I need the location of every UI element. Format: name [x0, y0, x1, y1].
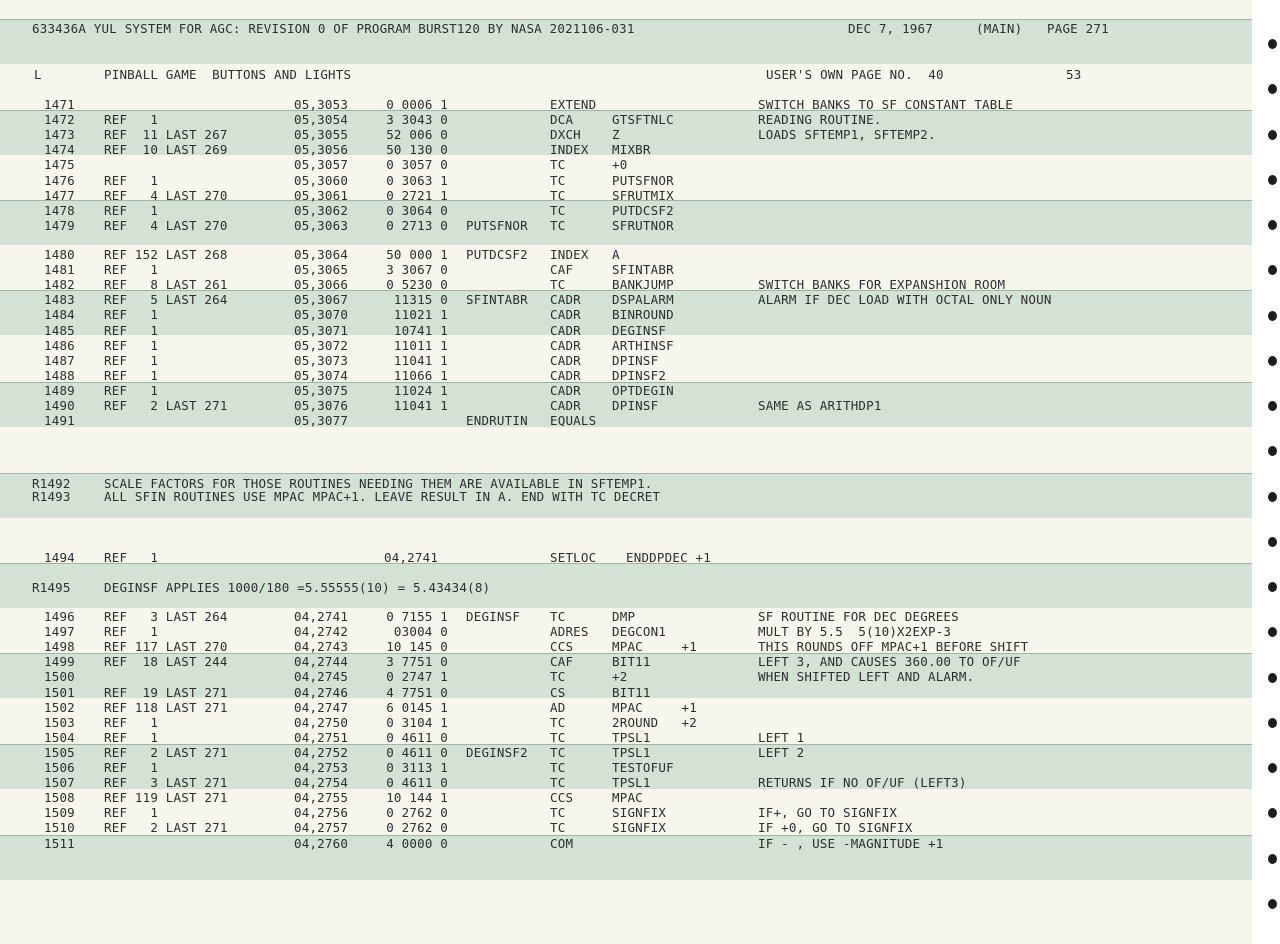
line-number: 1499	[44, 654, 75, 670]
line-operand: +2	[612, 669, 628, 685]
feed-hole	[1268, 627, 1277, 637]
line-comment: LEFT 1	[758, 729, 805, 745]
line-ref: REF 1	[104, 382, 159, 398]
line-address: 05,3055	[294, 127, 349, 143]
tractor-feed-margin	[1252, 0, 1280, 944]
line-word: 0 3063 1	[386, 172, 448, 188]
line-address: 05,3074	[294, 367, 349, 383]
line-operand: MIXBR	[612, 142, 651, 158]
line-number: 1510	[44, 820, 75, 836]
line-address: 05,3060	[294, 172, 349, 188]
line-word: 0 2721 1	[386, 187, 448, 203]
line-address: 04,2751	[294, 729, 349, 745]
section-title: PINBALL GAME BUTTONS AND LIGHTS	[104, 67, 352, 82]
line-operand: DPINSF	[612, 352, 659, 368]
line-word: 50 000 1	[386, 247, 448, 262]
feed-hole	[1268, 356, 1277, 366]
feed-hole	[1268, 582, 1277, 592]
line-opcode: INDEX	[550, 142, 589, 158]
line-opcode: EQUALS	[550, 413, 597, 429]
line-opcode: CADR	[550, 352, 581, 368]
line-ref: REF 1	[104, 805, 159, 821]
line-operand: TPSL1	[612, 775, 651, 791]
line-opcode: DCA	[550, 112, 574, 128]
line-number: 1484	[44, 307, 75, 323]
page-code: 53	[1066, 67, 1082, 82]
line-word: 50 130 0	[386, 142, 448, 158]
line-operand: DEGCON1	[612, 624, 667, 640]
line-address: 05,3065	[294, 262, 349, 278]
line-ref: REF 1	[104, 367, 159, 383]
line-number: 1475	[44, 157, 75, 173]
feed-hole	[1268, 673, 1277, 683]
line-word: 11041 1	[393, 352, 448, 368]
line-label: SFINTABR	[466, 292, 528, 308]
line-operand: PUTSFNOR	[612, 172, 674, 188]
line-word: 0 4611 0	[386, 729, 448, 745]
line-comment: IF - , USE -MAGNITUDE +1	[758, 835, 944, 851]
line-ref: REF 3 LAST 264	[104, 609, 228, 624]
line-operand: PUTDCSF2	[612, 202, 674, 218]
feed-hole	[1268, 130, 1277, 140]
line-number: 1508	[44, 790, 75, 806]
line-ref: REF 1	[104, 112, 159, 128]
line-word: 11021 1	[393, 307, 448, 323]
line-operand: DSPALARM	[612, 292, 674, 308]
line-operand: DMP	[612, 609, 636, 624]
line-comment: IF +0, GO TO SIGNFIX	[758, 820, 913, 836]
line-operand: DPINSF	[612, 398, 659, 413]
line-operand: BINROUND	[612, 307, 674, 323]
line-ref: REF 2 LAST 271	[104, 398, 228, 413]
line-number: 1482	[44, 277, 75, 293]
line-opcode: TC	[550, 744, 566, 760]
line-opcode: TC	[550, 172, 566, 188]
line-operand: DEGINSF	[612, 322, 667, 338]
subheader-left: L	[34, 67, 42, 82]
line-opcode: TC	[550, 714, 566, 730]
feed-hole	[1268, 763, 1277, 773]
line-number: 1491	[44, 413, 75, 429]
line-ref: REF 11 LAST 267	[104, 127, 228, 143]
line-opcode: INDEX	[550, 247, 589, 262]
line-ref: REF 19 LAST 271	[104, 684, 228, 700]
line-operand: Z	[612, 127, 620, 143]
line-ref: REF 152 LAST 268	[104, 247, 228, 262]
line-opcode: CADR	[550, 337, 581, 353]
remark-text: DEGINSF APPLIES 1000/180 =5.55555(10) = 5.43434(8)	[104, 580, 491, 595]
line-opcode: CADR	[550, 398, 581, 413]
line-address: 05,3077	[294, 413, 349, 429]
line-word: 10741 1	[393, 322, 448, 338]
remark-number: R1492	[32, 476, 71, 491]
line-opcode: CCS	[550, 639, 574, 655]
line-address: 05,3073	[294, 352, 349, 368]
line-opcode: COM	[550, 835, 574, 851]
line-number: 1485	[44, 322, 75, 338]
line-number: 1483	[44, 292, 75, 308]
line-operand: +0	[612, 157, 628, 173]
line-number: 1498	[44, 639, 75, 655]
line-opcode: CS	[550, 684, 566, 700]
line-comment: SAME AS ARITHDP1	[758, 398, 882, 413]
line-word: 3 3067 0	[386, 262, 448, 278]
line-comment: ALARM IF DEC LOAD WITH OCTAL ONLY NOUN	[758, 292, 1052, 308]
line-word: 4 0000 0	[386, 835, 448, 851]
line-label: DEGINSF	[466, 609, 521, 624]
line-number: 1478	[44, 202, 75, 218]
line-comment: THIS ROUNDS OFF MPAC+1 BEFORE SHIFT	[758, 639, 1029, 655]
line-word: 0 3113 1	[386, 760, 448, 775]
line-address: 04,2750	[294, 714, 349, 730]
line-label: PUTSFNOR	[466, 217, 528, 233]
line-number: 1487	[44, 352, 75, 368]
line-number: 1502	[44, 699, 75, 715]
line-address: 04,2753	[294, 760, 349, 775]
line-opcode: TC	[550, 157, 566, 173]
line-comment: RETURNS IF NO OF/UF (LEFT3)	[758, 775, 967, 791]
line-address: 04,2741	[384, 550, 439, 565]
line-word: 11315 0	[393, 292, 448, 308]
line-opcode: TC	[550, 217, 566, 233]
line-operand: SFINTABR	[612, 262, 674, 278]
feed-hole	[1268, 808, 1277, 818]
line-ref: REF 118 LAST 271	[104, 699, 228, 715]
line-word: 52 006 0	[386, 127, 448, 143]
line-word: 0 2747 1	[386, 669, 448, 685]
line-number: 1479	[44, 217, 75, 233]
line-ref: REF 1	[104, 624, 159, 640]
line-comment: SWITCH BANKS TO SF CONSTANT TABLE	[758, 97, 1013, 112]
line-number: 1511	[44, 835, 75, 851]
line-word: 0 3057 0	[386, 157, 448, 173]
line-comment: WHEN SHIFTED LEFT AND ALARM.	[758, 669, 975, 685]
listing-title: 633436A YUL SYSTEM FOR AGC: REVISION 0 OF PROGRAM BURST120 BY NASA 2021106-031	[32, 21, 635, 36]
line-address: 05,3070	[294, 307, 349, 323]
line-comment: IF+, GO TO SIGNFIX	[758, 805, 898, 821]
line-ref: REF 5 LAST 264	[104, 292, 228, 308]
line-address: 05,3062	[294, 202, 349, 218]
line-ref: REF 1	[104, 714, 159, 730]
line-ref: REF 1	[104, 352, 159, 368]
line-opcode: CCS	[550, 790, 574, 806]
line-word: 11024 1	[393, 382, 448, 398]
line-operand: 2ROUND +2	[612, 714, 697, 730]
listing-date: DEC 7, 1967	[848, 21, 933, 36]
line-opcode: AD	[550, 699, 566, 715]
line-operand: SIGNFIX	[612, 820, 667, 836]
line-ref: REF 1	[104, 337, 159, 353]
line-word: 10 145 0	[386, 639, 448, 655]
line-ref: REF 3 LAST 271	[104, 775, 228, 791]
line-number: 1488	[44, 367, 75, 383]
line-operand: SFRUTNOR	[612, 217, 674, 233]
feed-hole	[1268, 265, 1277, 275]
line-ref: REF 4 LAST 270	[104, 217, 228, 233]
line-ref: REF 1	[104, 322, 159, 338]
line-number: 1473	[44, 127, 75, 143]
line-number: 1476	[44, 172, 75, 188]
line-address: 05,3061	[294, 187, 349, 203]
line-operand: OPTDEGIN	[612, 382, 674, 398]
line-ref: REF 1	[104, 202, 159, 218]
line-operand: A	[612, 247, 620, 262]
line-address: 05,3071	[294, 322, 349, 338]
line-address: 04,2745	[294, 669, 349, 685]
line-opcode: CADR	[550, 382, 581, 398]
line-ref: REF 1	[104, 262, 159, 278]
line-number: 1497	[44, 624, 75, 640]
line-word: 0 7155 1	[386, 609, 448, 624]
line-address: 04,2744	[294, 654, 349, 670]
line-operand: MPAC +1	[612, 699, 697, 715]
line-number: 1496	[44, 609, 75, 624]
line-label: DEGINSF2	[466, 744, 528, 760]
line-opcode: CADR	[550, 367, 581, 383]
paper-band	[0, 835, 1252, 880]
line-word: 0 4611 0	[386, 775, 448, 791]
line-number: 1471	[44, 97, 75, 112]
line-address: 05,3056	[294, 142, 349, 158]
line-number: 1472	[44, 112, 75, 128]
feed-hole	[1268, 492, 1277, 502]
line-operand: SFRUTMIX	[612, 187, 674, 203]
line-operand: TPSL1	[612, 744, 651, 760]
line-number: 1509	[44, 805, 75, 821]
line-word: 0 4611 0	[386, 744, 448, 760]
line-operand: DPINSF2	[612, 367, 667, 383]
line-address: 05,3076	[294, 398, 349, 413]
line-word: 6 0145 1	[386, 699, 448, 715]
line-address: 05,3075	[294, 382, 349, 398]
line-operand: ENDDPDEC +1	[626, 550, 711, 565]
line-word: 4 7751 0	[386, 684, 448, 700]
remark-text: SCALE FACTORS FOR THOSE ROUTINES NEEDING THEM ARE AVAILABLE IN SFTEMP1.	[104, 476, 653, 491]
line-word: 0 2762 0	[386, 820, 448, 836]
line-address: 05,3063	[294, 217, 349, 233]
line-word: 0 3104 1	[386, 714, 448, 730]
line-opcode: TC	[550, 775, 566, 791]
line-word: 11066 1	[393, 367, 448, 383]
line-number: 1480	[44, 247, 75, 262]
line-opcode: TC	[550, 760, 566, 775]
line-ref: REF 119 LAST 271	[104, 790, 228, 806]
line-address: 04,2760	[294, 835, 349, 851]
line-address: 04,2746	[294, 684, 349, 700]
line-number: 1490	[44, 398, 75, 413]
line-address: 04,2743	[294, 639, 349, 655]
line-address: 05,3072	[294, 337, 349, 353]
line-operand: BIT11	[612, 684, 651, 700]
line-address: 04,2742	[294, 624, 349, 640]
line-address: 04,2757	[294, 820, 349, 836]
line-word: 3 7751 0	[386, 654, 448, 670]
feed-hole	[1268, 401, 1277, 411]
line-ref: REF 2 LAST 271	[104, 744, 228, 760]
line-opcode: TC	[550, 187, 566, 203]
line-opcode: TC	[550, 805, 566, 821]
users-page: USER'S OWN PAGE NO. 40	[766, 67, 944, 82]
line-ref: REF 4 LAST 270	[104, 187, 228, 203]
line-ref: REF 1	[104, 760, 159, 775]
feed-hole	[1268, 537, 1277, 547]
line-word: 11011 1	[393, 337, 448, 353]
line-address: 05,3066	[294, 277, 349, 293]
line-comment: LEFT 3, AND CAUSES 360.00 TO OF/UF	[758, 654, 1021, 670]
line-number: 1486	[44, 337, 75, 353]
line-number: 1494	[44, 550, 75, 565]
line-word: 10 144 1	[386, 790, 448, 806]
line-ref: REF 117 LAST 270	[104, 639, 228, 655]
line-number: 1481	[44, 262, 75, 278]
feed-hole	[1268, 311, 1277, 321]
line-operand: TESTOFUF	[612, 760, 674, 775]
line-comment: SWITCH BANKS FOR EXPANSHION ROOM	[758, 277, 1006, 293]
line-word: 11041 1	[393, 398, 448, 413]
line-address: 04,2741	[294, 609, 349, 624]
line-operand: TPSL1	[612, 729, 651, 745]
line-address: 04,2754	[294, 775, 349, 791]
line-opcode: TC	[550, 820, 566, 836]
line-comment: SF ROUTINE FOR DEC DEGREES	[758, 609, 959, 624]
line-address: 04,2747	[294, 699, 349, 715]
line-operand: SIGNFIX	[612, 805, 667, 821]
line-opcode: TC	[550, 609, 566, 624]
line-word: 0 5230 0	[386, 277, 448, 293]
line-address: 05,3054	[294, 112, 349, 128]
line-address: 04,2756	[294, 805, 349, 821]
line-ref: REF 1	[104, 307, 159, 323]
line-number: 1500	[44, 669, 75, 685]
line-word: 0 0006 1	[386, 97, 448, 112]
feed-hole	[1268, 39, 1277, 49]
line-number: 1507	[44, 775, 75, 791]
line-number: 1505	[44, 744, 75, 760]
remark-text: ALL SFIN ROUTINES USE MPAC MPAC+1. LEAVE RESULT IN A. END WITH TC DECRET	[104, 489, 661, 504]
line-opcode: CADR	[550, 292, 581, 308]
line-opcode: DXCH	[550, 127, 581, 143]
line-comment: READING ROUTINE.	[758, 112, 882, 128]
listing-main: (MAIN)	[976, 21, 1023, 36]
line-ref: REF 1	[104, 729, 159, 745]
line-number: 1489	[44, 382, 75, 398]
line-number: 1503	[44, 714, 75, 730]
line-word: 3 3043 0	[386, 112, 448, 128]
line-opcode: CADR	[550, 307, 581, 323]
remark-number: R1495	[32, 580, 71, 595]
feed-hole	[1268, 854, 1277, 864]
line-word: 0 3064 0	[386, 202, 448, 218]
line-word: 03004 0	[393, 624, 448, 640]
line-number: 1501	[44, 684, 75, 700]
line-operand: BANKJUMP	[612, 277, 674, 293]
page-number: PAGE 271	[1047, 21, 1109, 36]
feed-hole	[1268, 899, 1277, 909]
line-number: 1474	[44, 142, 75, 158]
line-opcode: CAF	[550, 654, 574, 670]
line-address: 05,3057	[294, 157, 349, 173]
line-ref: REF 1	[104, 172, 159, 188]
line-operand: MPAC +1	[612, 639, 697, 655]
line-comment: LEFT 2	[758, 744, 805, 760]
line-comment: MULT BY 5.5 5(10)X2EXP-3	[758, 624, 952, 640]
line-number: 1506	[44, 760, 75, 775]
line-operand: ARTHINSF	[612, 337, 674, 353]
line-number: 1477	[44, 187, 75, 203]
line-word: 0 2762 0	[386, 805, 448, 821]
line-comment: LOADS SFTEMP1, SFTEMP2.	[758, 127, 936, 143]
line-label: PUTDCSF2	[466, 247, 528, 262]
line-ref: REF 1	[104, 550, 159, 565]
line-ref: REF 10 LAST 269	[104, 142, 228, 158]
feed-hole	[1268, 84, 1277, 94]
line-opcode: TC	[550, 202, 566, 218]
feed-hole	[1268, 220, 1277, 230]
feed-hole	[1268, 718, 1277, 728]
line-opcode: SETLOC	[550, 550, 597, 565]
feed-hole	[1268, 175, 1277, 185]
line-address: 05,3067	[294, 292, 349, 308]
line-opcode: ADRES	[550, 624, 589, 640]
line-opcode: CADR	[550, 322, 581, 338]
line-word: 0 2713 0	[386, 217, 448, 233]
line-opcode: TC	[550, 669, 566, 685]
line-ref: REF 2 LAST 271	[104, 820, 228, 836]
line-address: 05,3064	[294, 247, 349, 262]
line-address: 05,3053	[294, 97, 349, 112]
line-opcode: TC	[550, 729, 566, 745]
line-ref: REF 8 LAST 261	[104, 277, 228, 293]
line-ref: REF 18 LAST 244	[104, 654, 228, 670]
line-opcode: TC	[550, 277, 566, 293]
line-operand: GTSFTNLC	[612, 112, 674, 128]
feed-hole	[1268, 446, 1277, 456]
remark-number: R1493	[32, 489, 71, 504]
line-opcode: EXTEND	[550, 97, 597, 112]
line-address: 04,2752	[294, 744, 349, 760]
line-label: ENDRUTIN	[466, 413, 528, 429]
line-opcode: CAF	[550, 262, 574, 278]
line-number: 1504	[44, 729, 75, 745]
line-address: 04,2755	[294, 790, 349, 806]
line-operand: BIT11	[612, 654, 651, 670]
line-operand: MPAC	[612, 790, 643, 806]
